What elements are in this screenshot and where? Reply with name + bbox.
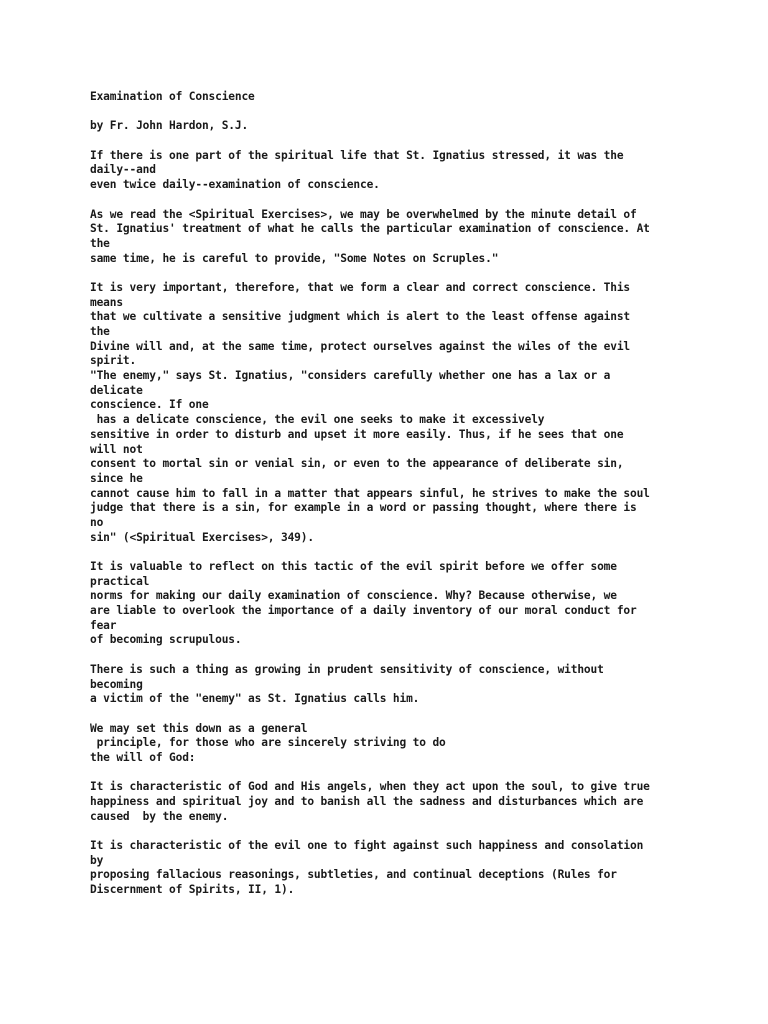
blank-line	[90, 545, 690, 560]
text-line: by	[90, 853, 104, 867]
text-line: the	[90, 325, 110, 338]
text-line: St. Ignatius' treatment of what he calls the particular examination of conscience. At	[90, 222, 650, 236]
text-line: norms for making our daily examination of conscience. Why? Because otherwise, we	[90, 589, 617, 603]
blank-line	[90, 648, 690, 663]
text-line: even twice daily--examination of conscience.	[90, 178, 380, 192]
text-line: means	[90, 295, 123, 309]
text-line: proposing fallacious reasonings, subtleties, and continual deceptions (Rules for	[90, 868, 617, 882]
text-line: becoming	[90, 677, 143, 691]
text-line: caused by the enemy.	[90, 809, 229, 823]
text-line: will not	[90, 442, 143, 456]
text-line: If there is one part of the spiritual life that St. Ignatius stressed, it was the	[90, 148, 624, 162]
text-line: It is characteristic of the evil one to fight against such happiness and consolation	[90, 839, 644, 853]
document-byline: by Fr. John Hardon, S.J.	[90, 119, 249, 133]
text-line: that we cultivate a sensitive judgment which is alert to the least offense against	[90, 310, 631, 324]
text-line: As we read the <Spiritual Exercises>, we may be overwhelmed by the minute detail of	[90, 207, 637, 221]
text-line: cannot cause him to fall in a matter that appears sinful, he strives to make the soul	[90, 486, 650, 500]
text-line: are liable to overlook the importance of a daily inventory of our moral conduct for	[90, 604, 637, 618]
text-line: practical	[90, 574, 150, 588]
document-page	[90, 90, 690, 898]
text-line: delicate	[90, 383, 143, 397]
text-line: conscience. If one	[90, 398, 209, 412]
text-line: sin" (<Spiritual Exercises>, 349).	[90, 530, 314, 544]
text-line: Divine will and, at the same time, protect ourselves against the wiles of the evil	[90, 339, 631, 353]
text-line: has a delicate conscience, the evil one seeks to make it excessively	[90, 413, 545, 427]
document-title: Examination of Conscience	[90, 90, 255, 103]
blank-line	[90, 266, 690, 281]
text-line: There is such a thing as growing in prudent sensitivity of conscience, without	[90, 662, 604, 676]
text-line: since he	[90, 471, 143, 485]
text-line: Discernment of Spirits, II, 1).	[90, 883, 295, 897]
blank-line	[90, 824, 690, 839]
text-line: the will of God:	[90, 750, 196, 764]
text-line: "The enemy," says St. Ignatius, "considers carefully whether one has a lax or a	[90, 369, 611, 383]
text-line: judge that there is a sin, for example in a word or passing thought, where there is	[90, 501, 637, 515]
blank-line	[90, 707, 690, 722]
text-line: the	[90, 236, 110, 250]
text-line: a victim of the "enemy" as St. Ignatius calls him.	[90, 692, 420, 706]
text-line: of becoming scrupulous.	[90, 633, 242, 647]
text-line: It is valuable to reflect on this tactic of the evil spirit before we offer some	[90, 560, 617, 573]
blank-line	[90, 766, 690, 781]
text-line: spirit.	[90, 354, 137, 368]
text-line: sensitive in order to disturb and upset it more easily. Thus, if he sees that one	[90, 427, 624, 441]
text-line: daily--and	[90, 163, 156, 177]
text-line: no	[90, 515, 104, 529]
text-line: same time, he is careful to provide, "Some Notes on Scruples."	[90, 251, 499, 265]
text-line: happiness and spiritual joy and to banish all the sadness and disturbances which are	[90, 795, 644, 808]
text-line: consent to mortal sin or venial sin, or even to the appearance of deliberate sin,	[90, 457, 624, 471]
text-line: fear	[90, 618, 117, 632]
text-line: It is very important, therefore, that we form a clear and correct conscience. This	[90, 280, 631, 294]
blank-line	[90, 193, 690, 208]
text-line: It is characteristic of God and His angels, when they act upon the soul, to give true	[90, 780, 650, 794]
text-line: principle, for those who are sincerely striving to do	[90, 736, 446, 750]
text-line: We may set this down as a general	[90, 721, 308, 735]
blank-line	[90, 105, 690, 120]
blank-line	[90, 134, 690, 149]
